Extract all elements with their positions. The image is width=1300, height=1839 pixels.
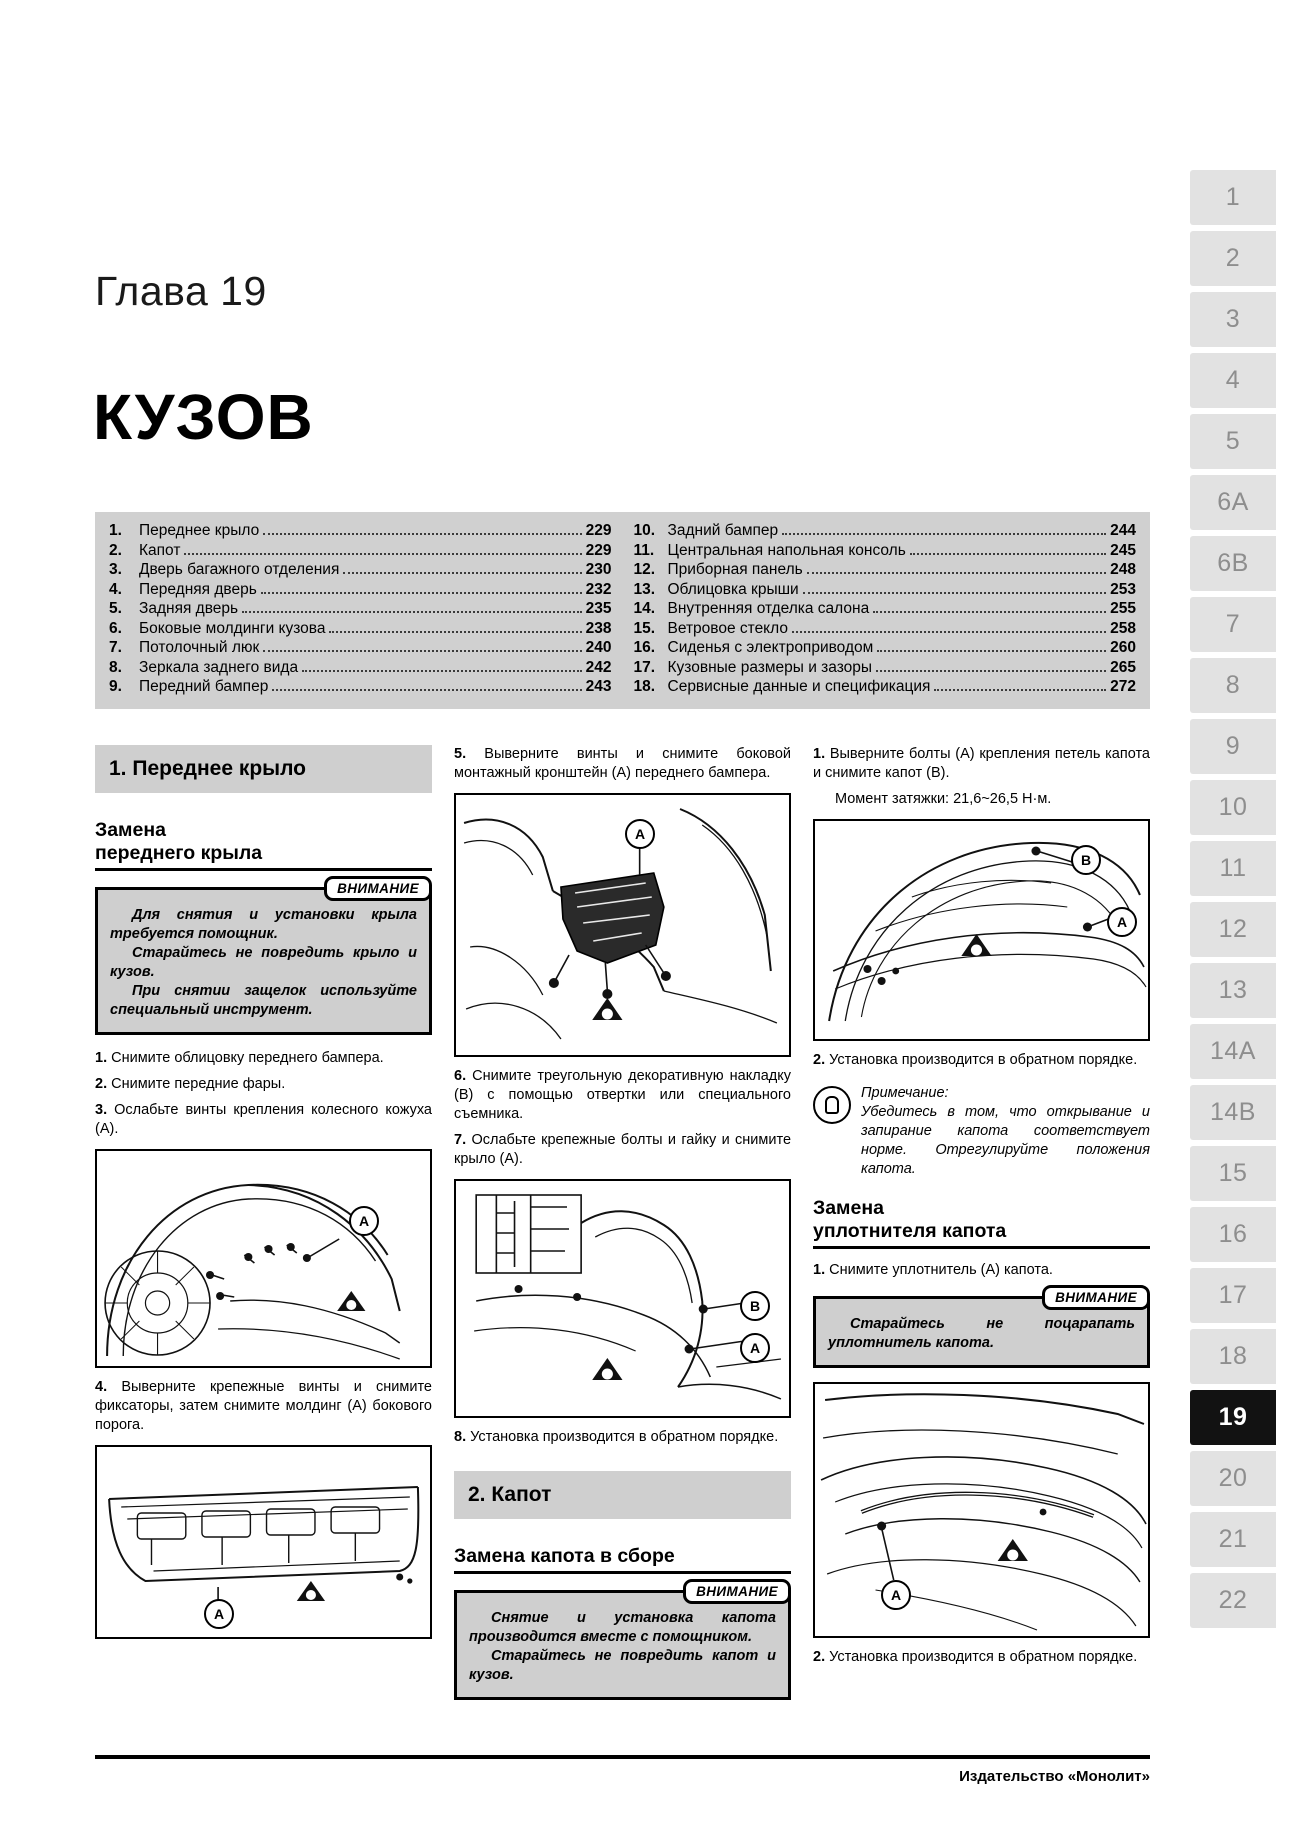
step-number: 1. bbox=[95, 1050, 108, 1066]
step-item bbox=[454, 1428, 791, 1447]
chapter-tab-12[interactable]: 12 bbox=[1190, 902, 1276, 957]
toc-entry-number: 7. bbox=[109, 639, 122, 656]
column-2 bbox=[454, 745, 791, 1715]
toc-entry-page: 253 bbox=[1110, 580, 1136, 598]
chapter-tab-1[interactable]: 1 bbox=[1190, 170, 1276, 225]
figure-bumper-bracket-drawing bbox=[456, 795, 789, 1055]
toc-entry-number: 10. bbox=[633, 522, 656, 539]
step-text: Снимите уплотнитель (A) капота. bbox=[829, 1262, 1053, 1278]
toc-entry-label: Приборная панель bbox=[667, 561, 803, 578]
toc-leader-dots bbox=[782, 533, 1106, 535]
step-item bbox=[813, 1648, 1150, 1667]
toc-leader-dots bbox=[807, 572, 1106, 574]
toc-entry[interactable] bbox=[634, 620, 1137, 639]
toc-entry-label: Ветровое стекло bbox=[667, 619, 788, 637]
figure-callout-b: B bbox=[1071, 845, 1101, 875]
toc-entry-page: 272 bbox=[1110, 678, 1136, 695]
figure-side-sill-drawing bbox=[97, 1447, 430, 1637]
column-1 bbox=[95, 745, 432, 1715]
step-text: Ослабьте крепежные болты и гайку и снимите крыло (A). bbox=[454, 1132, 792, 1167]
subheading-hood-assembly-replacement: Замена капота в сборе bbox=[454, 1545, 791, 1574]
note-text bbox=[861, 1084, 1150, 1179]
toc-entry-number: 12. bbox=[633, 561, 656, 578]
torque-spec: Момент затяжки: 21,6~26,5 Н·м. bbox=[835, 791, 1052, 807]
toc-leader-dots bbox=[910, 553, 1106, 555]
chapter-tab-6b[interactable]: 6B bbox=[1190, 536, 1276, 591]
figure-callout-a: A bbox=[881, 1580, 911, 1610]
toc-entry[interactable] bbox=[634, 600, 1137, 619]
step-text: Снимите передние фары. bbox=[111, 1076, 286, 1092]
toc-entry-number: 3. bbox=[109, 561, 122, 578]
figure-hood-hinges bbox=[813, 819, 1150, 1041]
body-columns bbox=[95, 745, 1150, 1715]
toc-entry-number: 4. bbox=[109, 580, 122, 598]
toc-entry-label: Центральная напольная консоль bbox=[667, 541, 906, 559]
subheading-line-2: переднего крыла bbox=[95, 842, 263, 864]
toc-entry[interactable] bbox=[634, 639, 1137, 658]
figure-wheel-arch bbox=[95, 1149, 432, 1368]
chapter-tab-15[interactable]: 15 bbox=[1190, 1146, 1276, 1201]
chapter-tab-6a[interactable]: 6A bbox=[1190, 475, 1276, 530]
warning-text-1: Для снятия и установки крыла требуется помощник. bbox=[110, 907, 417, 942]
toc-entry-number: 2. bbox=[109, 541, 122, 559]
toc-entry-page: 265 bbox=[1110, 658, 1136, 676]
step-text: Выверните винты и снимите боковой монтажный кронштейн (A) переднего бампера. bbox=[454, 746, 791, 781]
step-item bbox=[454, 1067, 791, 1124]
toc-entry-label: Передний бампер bbox=[139, 678, 269, 695]
toc-entry-label: Сервисные данные и спецификация bbox=[667, 678, 931, 695]
step-number: 2. bbox=[813, 1649, 826, 1665]
step-number: 6. bbox=[454, 1068, 467, 1084]
step-text: Установка производится в обратном порядке. bbox=[829, 1649, 1138, 1665]
step-item bbox=[454, 1131, 791, 1169]
warning-tag: ВНИМАНИЕ bbox=[683, 1579, 791, 1604]
toc-entry-label: Потолочный люк bbox=[139, 639, 260, 656]
toc-leader-dots bbox=[792, 631, 1106, 633]
toc-entry-page: 235 bbox=[585, 600, 612, 617]
table-of-contents bbox=[95, 512, 1150, 709]
toc-leader-dots bbox=[876, 670, 1106, 672]
figure-bumper-bracket bbox=[454, 793, 791, 1057]
toc-entry[interactable] bbox=[634, 542, 1137, 561]
toc-entry-page: 255 bbox=[1110, 600, 1136, 617]
toc-entry-label: Капот bbox=[139, 541, 181, 559]
toc-entry[interactable] bbox=[109, 522, 612, 541]
lightbulb-icon bbox=[813, 1086, 851, 1124]
chapter-tab-14a[interactable]: 14A bbox=[1190, 1024, 1276, 1079]
chapter-tab-3[interactable]: 3 bbox=[1190, 292, 1276, 347]
section-heading-front-fender: 1. Переднее крыло bbox=[95, 745, 432, 793]
chapter-tab-5[interactable]: 5 bbox=[1190, 414, 1276, 469]
toc-entry[interactable] bbox=[109, 659, 612, 678]
chapter-tab-10[interactable]: 10 bbox=[1190, 780, 1276, 835]
toc-entry-page: 243 bbox=[585, 678, 612, 695]
step-text: Ослабьте винты крепления колесного кожуха (A). bbox=[95, 1102, 432, 1137]
toc-leader-dots bbox=[873, 611, 1106, 613]
step-number: 1. bbox=[813, 746, 826, 762]
figure-callout-b: B bbox=[740, 1291, 770, 1321]
step-number: 4. bbox=[95, 1379, 108, 1395]
note-lead: Примечание: bbox=[861, 1085, 949, 1101]
toc-leader-dots bbox=[343, 572, 581, 574]
step-text: Снимите треугольную декоративную накладку (B) с помощью отвертки или специального съемника. bbox=[454, 1068, 791, 1122]
toc-leader-dots bbox=[803, 592, 1106, 594]
warning-box-hood bbox=[454, 1584, 791, 1700]
toc-entry-number: 17. bbox=[633, 658, 656, 676]
step-number: 3. bbox=[95, 1102, 108, 1118]
chapter-tab-8[interactable]: 8 bbox=[1190, 658, 1276, 713]
tool-marker-icon bbox=[337, 1291, 365, 1311]
toc-leader-dots bbox=[263, 650, 581, 652]
chapter-tab-4[interactable]: 4 bbox=[1190, 353, 1276, 408]
figure-callout-a: A bbox=[625, 819, 655, 849]
toc-entry[interactable] bbox=[109, 620, 612, 639]
warning-tag: ВНИМАНИЕ bbox=[1042, 1285, 1150, 1310]
toc-entry-label: Задний бампер bbox=[667, 522, 779, 539]
figure-callout-a: A bbox=[740, 1333, 770, 1363]
step-item bbox=[95, 1075, 432, 1094]
toc-entry-page: 240 bbox=[585, 639, 612, 656]
toc-entry[interactable] bbox=[109, 542, 612, 561]
footer-divider bbox=[95, 1755, 1150, 1759]
warning-box-fender bbox=[95, 881, 432, 1035]
tool-marker-icon bbox=[592, 1358, 622, 1380]
toc-entry-page: 230 bbox=[585, 561, 612, 578]
step-number: 5. bbox=[454, 746, 467, 762]
subheading-line-1: Замена bbox=[95, 819, 166, 841]
tool-marker-icon bbox=[297, 1581, 325, 1601]
chapter-tab-rail bbox=[1190, 170, 1276, 1634]
figure-hood-seal-drawing bbox=[815, 1384, 1148, 1636]
toc-column-right bbox=[634, 522, 1137, 697]
note-block bbox=[813, 1084, 1150, 1179]
note-text-1: Убедитесь в том, что открывание и запирание капота соответствует норме. bbox=[861, 1104, 1150, 1158]
footer-publisher: Издательство «Монолит» bbox=[959, 1768, 1150, 1785]
chapter-tab-22[interactable]: 22 bbox=[1190, 1573, 1276, 1628]
toc-leader-dots bbox=[184, 553, 581, 555]
step-number: 7. bbox=[454, 1132, 467, 1148]
warning-text-2: Старайтесь не повредить крыло и кузов. bbox=[110, 945, 417, 980]
step-item bbox=[454, 745, 791, 783]
toc-entry-number: 15. bbox=[633, 619, 656, 637]
toc-entry-number: 9. bbox=[109, 678, 122, 695]
toc-entry-label: Задняя дверь bbox=[139, 600, 239, 617]
warning-text-1: Снятие и установка капота производится вместе с помощником. bbox=[469, 1610, 776, 1645]
subheading-line-1: Замена bbox=[813, 1197, 884, 1219]
step-item bbox=[95, 1101, 432, 1139]
figure-callout-a: A bbox=[349, 1206, 379, 1236]
toc-entry[interactable] bbox=[109, 561, 612, 580]
page-title: КУЗОВ bbox=[93, 381, 314, 453]
toc-column-left bbox=[109, 522, 612, 697]
chapter-tab-18[interactable]: 18 bbox=[1190, 1329, 1276, 1384]
toc-entry-number: 11. bbox=[633, 541, 655, 559]
toc-entry[interactable] bbox=[634, 561, 1137, 580]
toc-entry[interactable] bbox=[634, 678, 1137, 697]
toc-leader-dots bbox=[934, 689, 1106, 691]
step-item bbox=[95, 1378, 432, 1435]
toc-entry[interactable] bbox=[634, 581, 1137, 600]
toc-entry-number: 6. bbox=[109, 619, 122, 637]
toc-entry-page: 248 bbox=[1110, 561, 1136, 578]
subheading-fender-replacement bbox=[95, 819, 432, 871]
chapter-tab-19[interactable]: 19 bbox=[1190, 1390, 1276, 1445]
toc-leader-dots bbox=[242, 611, 582, 613]
step-text: Снимите облицовку переднего бампера. bbox=[111, 1050, 384, 1066]
subheading-line-2: уплотнителя капота bbox=[813, 1220, 1007, 1242]
step-text: Установка производится в обратном порядке. bbox=[470, 1429, 779, 1445]
figure-side-sill-molding bbox=[95, 1445, 432, 1639]
figure-callout-a: A bbox=[1107, 907, 1137, 937]
toc-entry-label: Передняя дверь bbox=[139, 580, 257, 598]
toc-entry-label: Переднее крыло bbox=[139, 522, 260, 539]
toc-entry-page: 229 bbox=[585, 541, 612, 559]
toc-leader-dots bbox=[329, 631, 581, 633]
figure-callout-a: A bbox=[204, 1599, 234, 1629]
toc-entry-label: Внутренняя отделка салона bbox=[667, 600, 870, 617]
tool-marker-icon bbox=[961, 934, 991, 956]
toc-entry[interactable] bbox=[634, 659, 1137, 678]
step-number: 2. bbox=[813, 1052, 826, 1068]
toc-entry-label: Сиденья с электроприводом bbox=[667, 639, 874, 656]
chapter-label: Глава 19 bbox=[95, 268, 267, 314]
toc-entry-page: 229 bbox=[585, 522, 612, 539]
warning-text-1: Старайтесь не поцарапать уплотнитель капота. bbox=[828, 1316, 1135, 1351]
toc-entry-number: 5. bbox=[109, 600, 122, 617]
toc-entry[interactable] bbox=[109, 600, 612, 619]
step-item bbox=[813, 745, 1150, 783]
toc-leader-dots bbox=[263, 533, 581, 535]
chapter-tab-2[interactable]: 2 bbox=[1190, 231, 1276, 286]
step-item bbox=[95, 1049, 432, 1068]
subheading-hood-seal-replacement bbox=[813, 1197, 1150, 1249]
toc-entry-page: 258 bbox=[1110, 619, 1136, 637]
chapter-tab-13[interactable]: 13 bbox=[1190, 963, 1276, 1018]
step-item bbox=[813, 1261, 1150, 1280]
toc-entry-page: 232 bbox=[585, 580, 612, 598]
section-heading-hood: 2. Капот bbox=[454, 1471, 791, 1519]
toc-entry-number: 1. bbox=[109, 522, 122, 539]
step-number: 2. bbox=[95, 1076, 108, 1092]
toc-leader-dots bbox=[261, 592, 582, 594]
toc-leader-dots bbox=[302, 670, 582, 672]
toc-entry-label: Боковые молдинги кузова bbox=[139, 619, 326, 637]
toc-entry-number: 16. bbox=[633, 639, 656, 656]
warning-tag: ВНИМАНИЕ bbox=[324, 876, 432, 901]
toc-entry-label: Облицовка крыши bbox=[667, 580, 799, 598]
chapter-tab-17[interactable]: 17 bbox=[1190, 1268, 1276, 1323]
step-number: 1. bbox=[813, 1262, 826, 1278]
toc-entry[interactable] bbox=[109, 678, 612, 697]
toc-entry-page: 244 bbox=[1110, 522, 1136, 539]
step-item bbox=[813, 1051, 1150, 1070]
figure-wheel-arch-drawing bbox=[97, 1151, 430, 1366]
column-3 bbox=[813, 745, 1150, 1715]
toc-entry-number: 13. bbox=[633, 580, 656, 598]
step-number: 8. bbox=[454, 1429, 467, 1445]
toc-entry-page: 238 bbox=[585, 619, 612, 637]
toc-leader-dots bbox=[877, 650, 1106, 652]
warning-box-hood-seal bbox=[813, 1290, 1150, 1368]
figure-fender-removal bbox=[454, 1179, 791, 1418]
figure-hood-seal bbox=[813, 1382, 1150, 1638]
tool-marker-icon bbox=[998, 1539, 1028, 1561]
toc-entry-number: 14. bbox=[633, 600, 656, 617]
toc-entry-page: 260 bbox=[1110, 639, 1136, 656]
toc-entry[interactable] bbox=[109, 581, 612, 600]
toc-entry-page: 245 bbox=[1110, 541, 1136, 559]
chapter-tab-11[interactable]: 11 bbox=[1190, 841, 1276, 896]
chapter-tab-16[interactable]: 16 bbox=[1190, 1207, 1276, 1262]
warning-text-3: При снятии защелок используйте специальный инструмент. bbox=[110, 983, 417, 1018]
toc-entry-page: 242 bbox=[585, 658, 612, 676]
toc-entry[interactable] bbox=[634, 522, 1137, 541]
chapter-tab-21[interactable]: 21 bbox=[1190, 1512, 1276, 1567]
chapter-tab-14b[interactable]: 14B bbox=[1190, 1085, 1276, 1140]
tool-marker-icon bbox=[592, 998, 622, 1020]
chapter-tab-20[interactable]: 20 bbox=[1190, 1451, 1276, 1506]
toc-entry-label: Дверь багажного отделения bbox=[139, 561, 340, 578]
chapter-tab-9[interactable]: 9 bbox=[1190, 719, 1276, 774]
step-text: Установка производится в обратном порядке. bbox=[829, 1052, 1138, 1068]
figure-fender-removal-drawing bbox=[456, 1181, 789, 1416]
toc-entry[interactable] bbox=[109, 639, 612, 658]
toc-entry-label: Кузовные размеры и зазоры bbox=[667, 658, 873, 676]
toc-entry-label: Зеркала заднего вида bbox=[139, 658, 299, 676]
step-text: Выверните болты (A) крепления петель капота и снимите капот (B). bbox=[813, 746, 1150, 781]
warning-text-2: Старайтесь не повредить капот и кузов. bbox=[469, 1648, 776, 1683]
step-text: Выверните крепежные винты и снимите фиксаторы, затем снимите молдинг (A) бокового порога. bbox=[95, 1379, 433, 1433]
toc-entry-number: 18. bbox=[633, 678, 656, 695]
note-text-2: Отрегулируйте положения капота. bbox=[861, 1142, 1150, 1177]
chapter-tab-7[interactable]: 7 bbox=[1190, 597, 1276, 652]
toc-leader-dots bbox=[272, 689, 581, 691]
toc-entry-number: 8. bbox=[109, 658, 122, 676]
